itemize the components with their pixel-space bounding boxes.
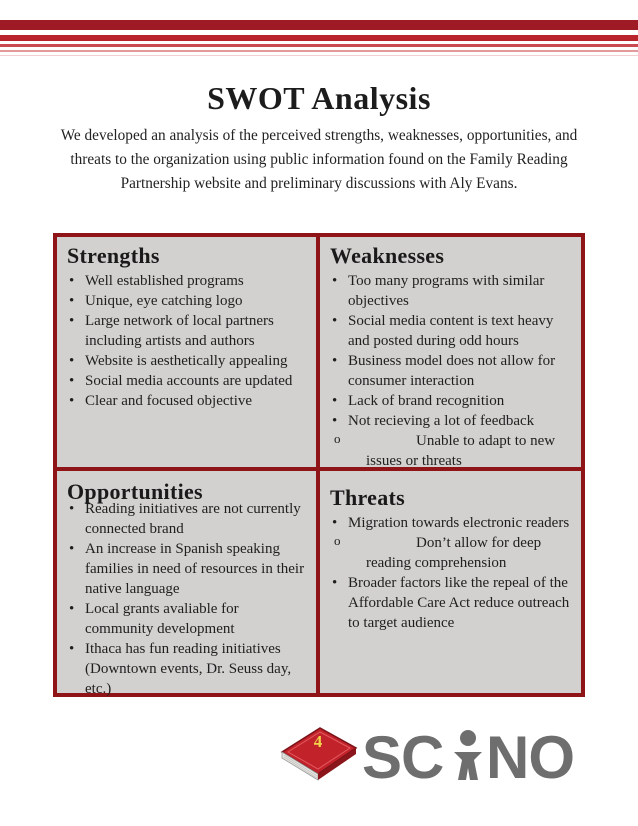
opportunities-list — [67, 499, 310, 699]
threats-list — [330, 513, 575, 533]
list-item: • Migration towards electronic readers — [330, 513, 575, 533]
list-item: • Local grants avaliable for community development — [67, 599, 310, 639]
list-item: • Unique, eye catching logo — [67, 291, 310, 311]
list-item: • Broader factors like the repeal of the Affordable Care Act reduce outreach to target audience — [330, 573, 575, 633]
list-item: • Lack of brand recognition — [330, 391, 575, 411]
footer-logo-area — [280, 722, 600, 792]
threats-heading: Threats — [330, 485, 406, 510]
weaknesses-quadrant — [320, 237, 581, 467]
list-item: • Large network of local partners including artists and authors — [67, 311, 310, 351]
list-item: • Ithaca has fun reading initiatives (Downtown events, Dr. Seuss day, etc.) — [67, 639, 310, 699]
sub-item-text: Don’t allow for deep reading comprehension — [366, 535, 542, 571]
page-title: SWOT Analysis — [207, 80, 431, 116]
header-stripe-dark — [0, 20, 638, 30]
intro-paragraph: We developed an analysis of the perceived strengths, weaknesses, opportunities, and threats to the organization using public information found on the Family Reading Partnership website and preliminary discussions with Aly Evans. — [60, 127, 578, 192]
list-item: • An increase in Spanish speaking families in need of resources in their native language — [67, 539, 310, 599]
header-stripe-light — [0, 50, 638, 52]
list-item: • Clear and focused objective — [67, 391, 310, 411]
sub-item-text: Unable to adapt to new issues or threats — [366, 433, 556, 469]
sub-bullet-marker: o — [334, 431, 341, 446]
threats-list-continued — [330, 573, 575, 633]
header-stripe-gap — [0, 31, 638, 33]
header-stripe-mid — [0, 44, 638, 47]
svg-text:SC: SC — [362, 726, 444, 784]
weaknesses-list — [330, 271, 575, 431]
list-item: • Social media content is text heavy and posted during odd hours — [330, 311, 575, 351]
sub-list-item — [330, 431, 575, 471]
list-item: • Well established programs — [67, 271, 310, 291]
list-item: • Not recieving a lot of feedback — [330, 411, 575, 431]
strengths-list — [67, 271, 310, 411]
strengths-quadrant — [57, 237, 316, 467]
list-item: • Reading initiatives are not currently connected brand — [67, 499, 310, 539]
opportunities-heading: Opportunities — [67, 479, 203, 504]
sub-list-item — [330, 533, 575, 573]
swot-grid — [53, 233, 585, 697]
sub-bullet-marker: o — [334, 533, 341, 548]
page-number: 4 — [313, 732, 323, 751]
list-item: • Too many programs with similar objectives — [330, 271, 575, 311]
header-stripe-faint — [0, 55, 638, 56]
opportunities-quadrant — [57, 471, 316, 697]
threats-quadrant — [320, 471, 581, 693]
svg-text:NO: NO — [486, 726, 574, 784]
weaknesses-heading: Weaknesses — [330, 243, 445, 268]
header-stripe-red — [0, 35, 638, 41]
scino-logo — [362, 726, 600, 784]
strengths-heading: Strengths — [67, 243, 160, 268]
list-item: • Business model does not allow for consumer interaction — [330, 351, 575, 391]
list-item: • Website is aesthetically appealing — [67, 351, 310, 371]
list-item: • Social media accounts are updated — [67, 371, 310, 391]
